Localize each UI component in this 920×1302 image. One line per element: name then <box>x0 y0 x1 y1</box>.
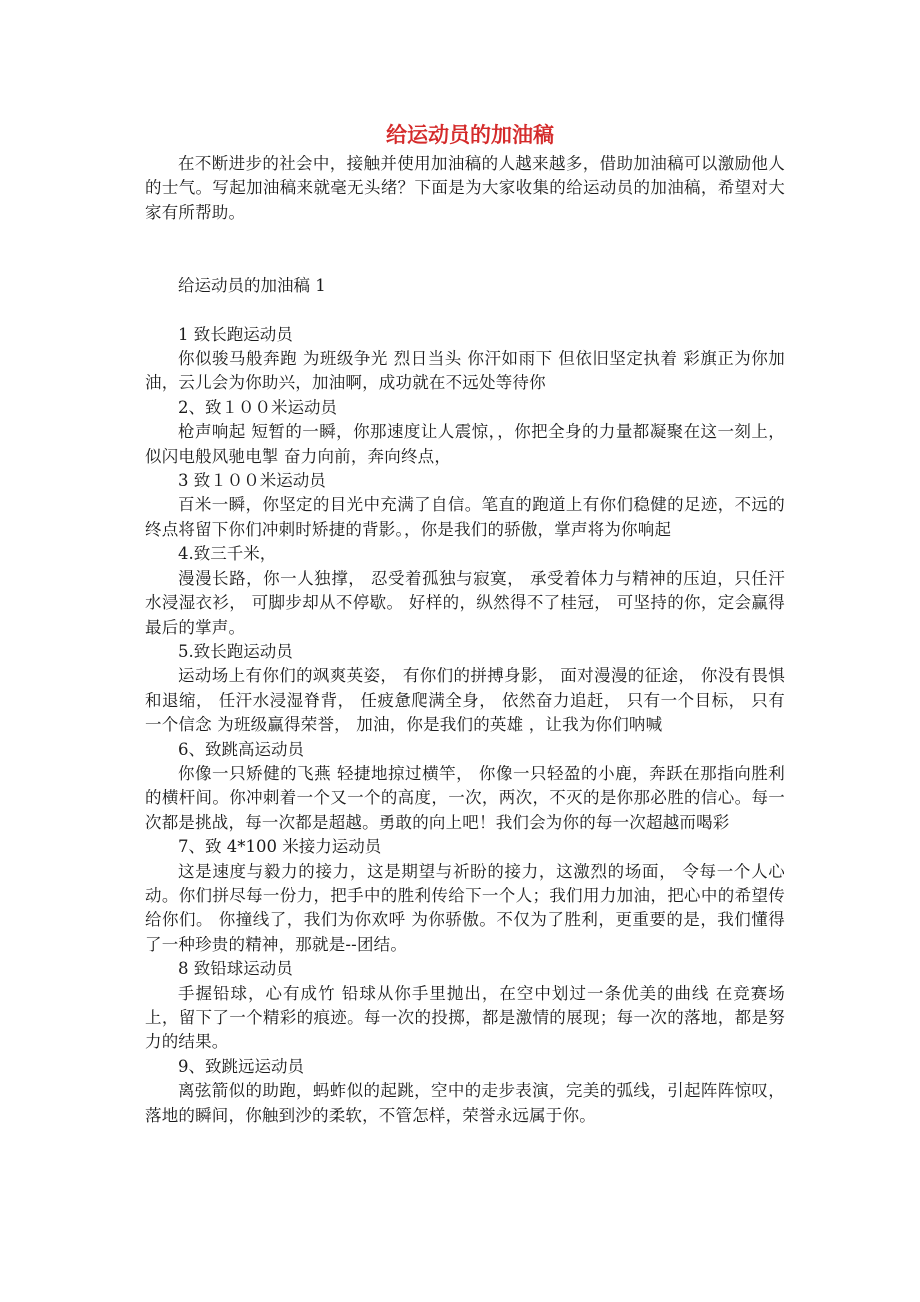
document-page <box>145 118 785 1128</box>
entry-7 <box>145 835 785 957</box>
spacer <box>145 299 785 323</box>
entry-heading: 9、致跳远运动员 <box>178 1056 304 1076</box>
entry-heading: 7、致 4*100 米接力运动员 <box>178 837 382 857</box>
entry-5 <box>145 640 785 738</box>
entry-9 <box>145 1055 785 1128</box>
entry-body: 漫漫长路，你一人独撑， 忍受着孤独与寂寞， 承受着体力与精神的压迫，只任汗水浸湿衣衫， 可脚步却从不停歇。 好样的，纵然得不了桂冠， 可坚持的你，定会赢得最后的掌声。 <box>145 568 785 637</box>
entry-body: 这是速度与毅力的接力，这是期望与祈盼的接力，这激烈的场面， 令每一个人心动。你们拼尽每一份力，把手中的胜利传给下一个人；我们用力加油，把心中的希望传给你们。 你撞线了，我们为你欢呼 为你骄傲。不仅为了胜利，更重要的是，我们懂得了一种珍贵的精神，那就是--团结。 <box>145 861 785 954</box>
entry-body: 手握铅球，心有成竹 铅球从你手里抛出，在空中划过一条优美的曲线 在竞赛场上，留下了一个精彩的痕迹。每一次的投掷，都是激情的展现；每一次的落地，都是努力的结果。 <box>145 983 785 1052</box>
section-title: 给运动员的加油稿 1 <box>178 276 326 296</box>
entry-body: 枪声响起 短暂的一瞬，你那速度让人震惊，，你把全身的力量都凝聚在这一刻上，似闪电般风驰电掣 奋力向前，奔向终点， <box>145 422 785 466</box>
entry-heading: 3 致１００米运动员 <box>178 471 326 491</box>
entry-1 <box>145 323 785 396</box>
entry-heading: 4.致三千米， <box>178 544 277 564</box>
entry-heading: 1 致长跑运动员 <box>178 324 293 344</box>
entry-heading: 6、致跳高运动员 <box>178 739 304 759</box>
entry-8 <box>145 957 785 1055</box>
entry-body: 离弦箭似的助跑，蚂蚱似的起跳，空中的走步表演，完美的弧线，引起阵阵惊叹，落地的瞬间，你触到沙的柔软，不管怎样，荣誉永远属于你。 <box>145 1081 785 1125</box>
entry-heading: 5.致长跑运动员 <box>178 641 293 661</box>
intro-paragraph: 在不断进步的社会中，接触并使用加油稿的人越来越多，借助加油稿可以激励他人的士气。写起加油稿来就毫无头绪？下面是为大家收集的给运动员的加油稿，希望对大家有所帮助。 <box>145 154 785 222</box>
entry-3 <box>145 469 785 542</box>
spacer <box>145 225 785 274</box>
entry-heading: 8 致铅球运动员 <box>178 959 293 979</box>
document-title: 给运动员的加油稿 <box>386 123 554 147</box>
entry-body: 百米一瞬，你坚定的目光中充满了自信。笔直的跑道上有你们稳健的足迹，不远的终点将留下你们冲刺时矫捷的背影。，你是我们的骄傲，掌声将为你响起 <box>145 495 785 539</box>
entry-body: 你似骏马般奔跑 为班级争光 烈日当头 你汗如雨下 但依旧坚定执着 彩旗正为你加油，云儿会为你助兴，加油啊，成功就在不远处等待你 <box>145 349 785 393</box>
entry-6 <box>145 738 785 836</box>
entry-body: 运动场上有你们的飒爽英姿， 有你们的拼搏身影， 面对漫漫的征途， 你没有畏惧和退缩， 任汗水浸湿脊背， 任疲惫爬满全身， 依然奋力追赶， 只有一个目标， 只有一个信念 为班级赢得荣誉， 加油，你是我们的英雄 ，让我为你们呐喊 <box>145 666 785 735</box>
entry-body: 你像一只矫健的飞燕 轻捷地掠过横竿， 你像一只轻盈的小鹿，奔跃在那指向胜利的横杆间。你冲刺着一个又一个的高度，一次，两次，不灭的是你那必胜的信心。每一次都是挑战，每一次都是超越。勇敢的向上吧！我们会为你的每一次超越而喝彩 <box>145 763 785 832</box>
entry-heading: 2、致１００米运动员 <box>178 397 337 417</box>
entry-4 <box>145 542 785 640</box>
entry-2 <box>145 396 785 469</box>
